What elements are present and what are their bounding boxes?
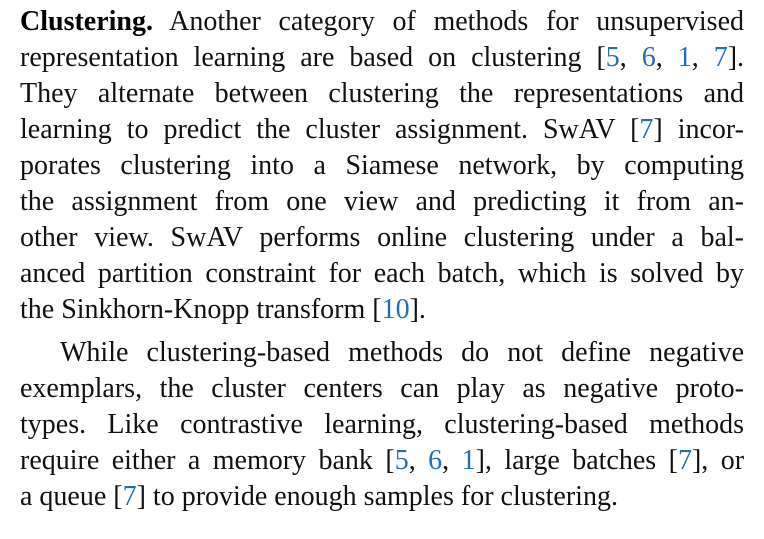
paragraph-2-line-2 — [20, 371, 744, 407]
text-run: ] incor- — [653, 114, 744, 145]
text-run: representation learning are based on clustering [ — [20, 42, 606, 73]
citation-link[interactable]: 5 — [605, 42, 620, 73]
text-run: types. Like contrastive learning, clustering-based methods — [20, 409, 744, 440]
citation-link[interactable]: 7 — [122, 481, 137, 512]
citation-link[interactable]: 7 — [677, 445, 692, 476]
text-run: , — [619, 42, 642, 73]
citation-link[interactable]: 6 — [428, 445, 443, 476]
text-run: , — [655, 42, 678, 73]
text-run: learning to predict the cluster assignment. SwAV [ — [20, 114, 640, 145]
citation-link[interactable]: 7 — [713, 42, 728, 73]
paragraph-1-line-5 — [20, 148, 744, 184]
text-run: ] to provide enough samples for clustering. — [136, 481, 618, 512]
paragraph-1-line-7 — [20, 220, 744, 256]
text-run: Another category of methods for unsupervised — [169, 6, 744, 37]
paragraph-1-line-6 — [20, 184, 744, 220]
text-run: , — [691, 42, 714, 73]
text-run: ], large batches [ — [475, 445, 678, 476]
text-run: the assignment from one view and predicting it from an- — [20, 186, 744, 217]
paragraph-1-line-9 — [20, 292, 426, 328]
paragraph-2-line-1 — [60, 335, 744, 371]
text-run: require either a memory bank [ — [20, 445, 395, 476]
text-run: porates clustering into a Siamese network, by computing — [20, 150, 744, 181]
paragraph-1-line-8 — [20, 256, 744, 292]
paragraph-2-line-5 — [20, 479, 618, 515]
text-run: , — [442, 445, 462, 476]
citation-link[interactable]: 6 — [641, 42, 656, 73]
text-run: ]. — [409, 294, 426, 325]
text-run: a queue [ — [20, 481, 123, 512]
paragraph-2-line-3 — [20, 407, 744, 443]
paragraph-2-line-4 — [20, 443, 744, 479]
citation-link[interactable]: 1 — [677, 42, 692, 73]
text-run: the Sinkhorn-Knopp transform [ — [20, 294, 382, 325]
text-run: ]. — [727, 42, 745, 73]
citation-link[interactable]: 1 — [461, 445, 476, 476]
text-run: ], or — [691, 445, 745, 476]
text-run: , — [408, 445, 429, 476]
citation-link[interactable]: 7 — [639, 114, 654, 145]
citation-link[interactable]: 10 — [381, 294, 410, 325]
paragraph-1-line-4 — [20, 112, 744, 148]
paragraph-1-line-2 — [20, 40, 744, 76]
section-heading: Clustering. — [20, 6, 153, 37]
text-run: While clustering-based methods do not define negative — [60, 337, 744, 368]
paragraph-1-line-3 — [20, 76, 744, 112]
text-run: other view. SwAV performs online clustering under a bal- — [20, 222, 744, 253]
text-run: They alternate between clustering the representations and — [20, 78, 744, 109]
paragraph-1-line-1 — [20, 4, 744, 40]
citation-link[interactable]: 5 — [394, 445, 409, 476]
text-run: exemplars, the cluster centers can play as negative proto- — [20, 373, 744, 404]
text-run: anced partition constraint for each batch, which is solved by — [20, 258, 744, 289]
